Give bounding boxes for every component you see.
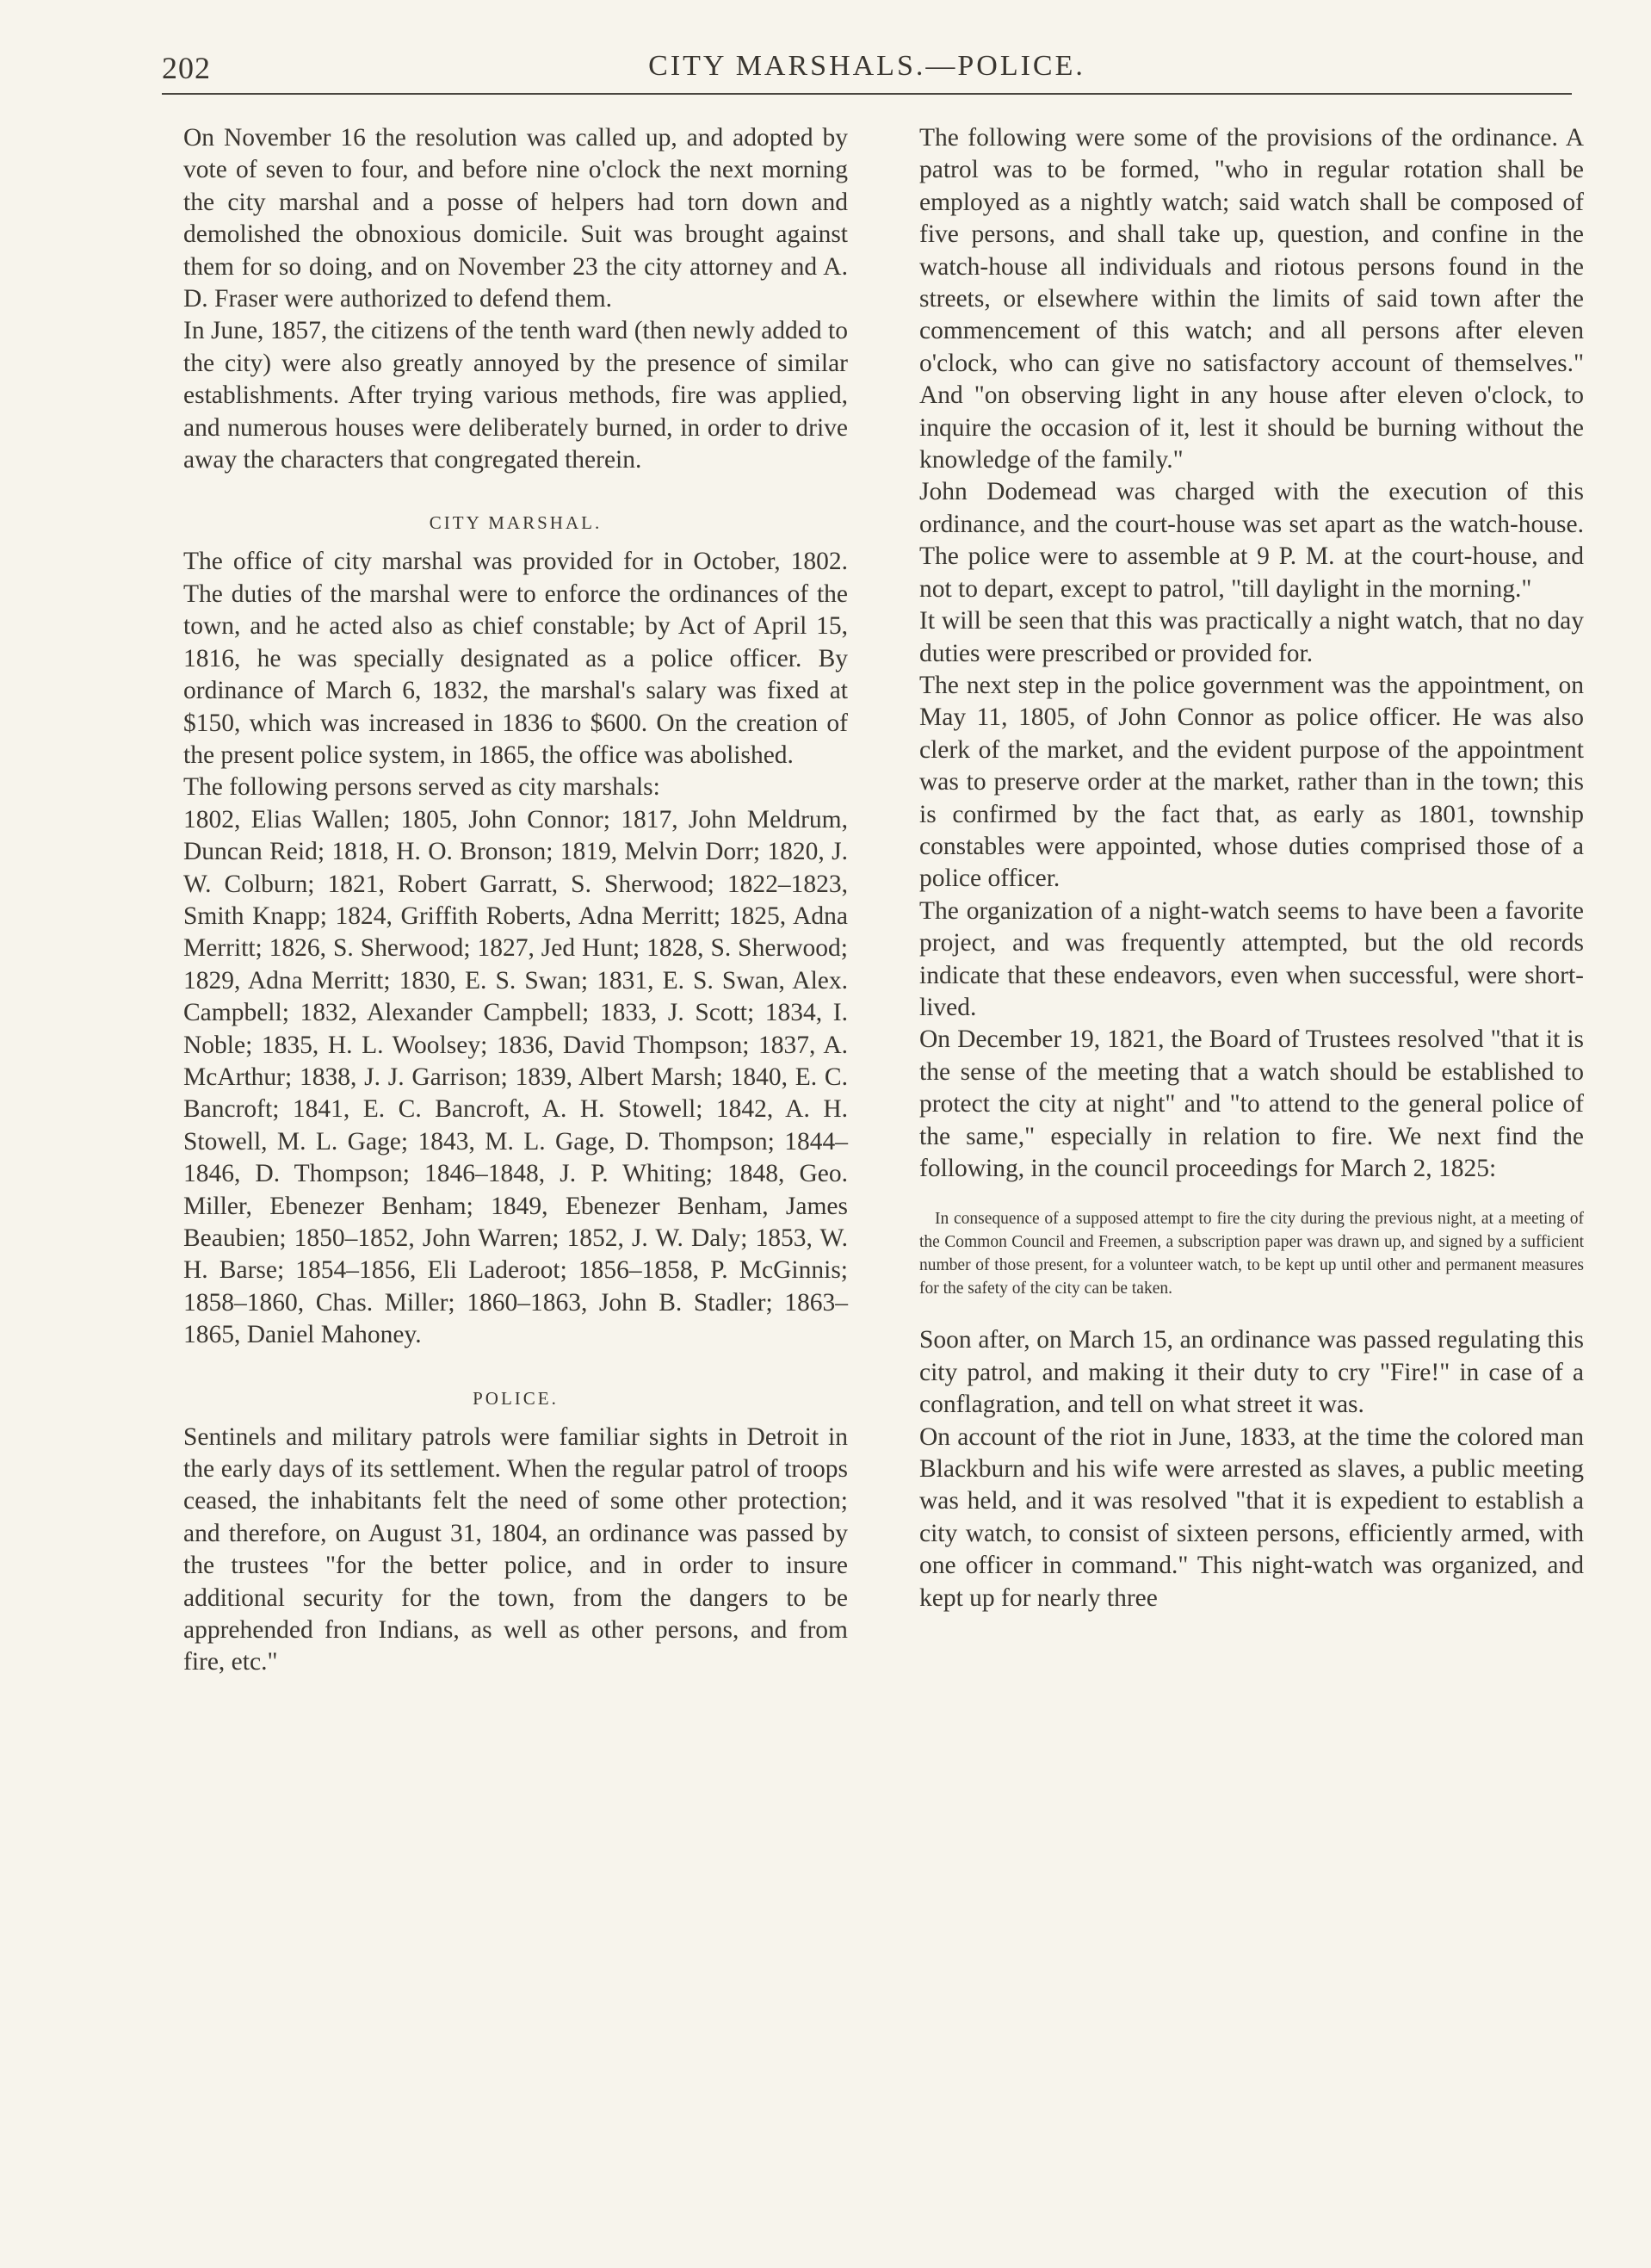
section-heading-police: POLICE. — [473, 1387, 559, 1409]
paragraph: John Dodemead was charged with the execution of this ordinance, and the court-house was set apart as the watch-house. The police were to assemble at 9 P. M. at the court-house, and not to depart, except to patrol, "till daylight in the morning." — [919, 478, 1584, 603]
paragraph: On November 16 the resolution was called up, and adopted by vote of seven to four, and before nine o'clock the next morning the city marshal and a posse of helpers had torn down and demolished the obnoxious domicile. Suit was brought against them for so doing, and on November 23 the city attorney and A. D. Fraser were authorized to defend them. — [183, 124, 848, 313]
block-quote: In consequence of a supposed attempt to fire the city during the previous night, at a meeting of the Common Council and Freemen, a subscription paper was drawn up, and signed by a sufficient number of those present, for a volunteer watch, to be kept up until other and permanent measures for the safety of the city can be taken. — [919, 1210, 1584, 1298]
paragraph: On account of the riot in June, 1833, at the time the colored man Blackburn and his wife were arrested as slaves, a public meeting was held, and it was resolved "that it is expedient to establish a city watch, to consist of sixteen persons, efficiently armed, with one officer in command." This night-watch was organized, and kept up for nearly three — [919, 1422, 1584, 1612]
marshal-list-paragraph: 1802, Elias Wallen; 1805, John Connor; 1817, John Meldrum, Duncan Reid; 1818, H. O. Bronson; 1819, Melvin Dorr; 1820, J. W. Colburn; 1821, Robert Garratt, S. Sherwood; 1822–1823, Smith Knapp; 1824, Griffith Roberts, Adna Merritt; 1825, Adna Merritt; 1826, S. Sherwood; 1827, Jed Hunt; 1828, S. Sherwood; 1829, Adna Merritt; 1830, E. S. Swan; 1831, E. S. Swan, Alex. Campbell; 1832, Alexander Campbell; 1833, J. Scott; 1834, I. Noble; 1835, H. L. Woolsey; 1836, David Thompson; 1837, A. McArthur; 1838, J. J. Garrison; 1839, Albert Marsh; 1840, E. C. Bancroft; 1841, E. C. Bancroft, A. H. Stowell; 1842, A. H. Stowell, M. L. Gage; 1843, M. L. Gage, D. Thompson; 1844–1846, D. Thompson; 1846–1848, J. P. Whiting; 1848, Geo. Miller, Ebenezer Benham; 1849, Ebenezer Benham, James Beaubien; 1850–1852, John Warren; 1852, J. W. Daly; 1853, W. H. Barse; 1854–1856, Eli Laderoot; 1856–1858, P. McGinnis; 1858–1860, Chas. Miller; 1860–1863, John B. Stadler; 1863–1865, Daniel Mahoney. — [183, 805, 848, 1349]
paragraph: Soon after, on March 15, an ordinance was passed regulating this city patrol, and making it their duty to cry "Fire!" in case of a conflagration, and tell on what street it was. — [919, 1326, 1584, 1419]
paragraph: The office of city marshal was provided for in October, 1802. The duties of the marshal were to enforce the ordinances of the town, and he acted also as chief constable; by Act of April 15, 1816, he was specially designated as a police officer. By ordinance of March 6, 1832, the marshal's salary was fixed at $150, which was increased in 1836 to $600. On the creation of the present police system, in 1865, the office was abolished. — [183, 548, 848, 769]
left-column — [183, 122, 848, 1679]
header-rule — [162, 93, 1572, 95]
paragraph: On December 19, 1821, the Board of Trustees resolved "that it is the sense of the meeting that a watch should be established to protect the city at night" and "to attend to the general police of the same," especially in relation to fire. We next find the following, in the council proceedings for March 2, 1825: — [919, 1026, 1584, 1182]
paragraph: In June, 1857, the citizens of the tenth ward (then newly added to the city) were also greatly annoyed by the presence of similar establishments. After trying various methods, fire was applied, and numerous houses were deliberately burned, in order to drive away the characters that congregated therein. — [183, 317, 848, 474]
section-heading-city-marshal: CITY MARSHAL. — [429, 512, 603, 534]
paragraph: The next step in the police government was the appointment, on May 11, 1805, of John Connor as police officer. He was also clerk of the market, and the evident purpose of the appointment was to preserve order at the market, rather than in the town; this is confirmed by the fact that, as early as 1801, township constables were appointed, whose duties comprised those of a police officer. — [919, 671, 1584, 893]
right-column — [919, 122, 1584, 1614]
paragraph: Sentinels and military patrols were familiar sights in Detroit in the early days of its settlement. When the regular patrol of troops ceased, the inhabitants felt the need of some other protection; and therefore, on August 31, 1804, an ordinance was passed by the trustees "for the better police, and in order to insure additional security for the town, from the dangers to be apprehended fron Indians, as well as other persons, and from fire, etc." — [183, 1422, 848, 1676]
page-number: 202 — [162, 51, 211, 85]
running-title: CITY MARSHALS.—POLICE. — [648, 50, 1085, 82]
paragraph: The following were some of the provisions of the ordinance. A patrol was to be formed, "who in regular rotation shall be employed as a nightly watch; said watch shall be composed of five persons, and shall take up, question, and confine in the watch-house all individuals and riotous persons found in the streets, or elsewhere within the limits of said town after the commencement of this watch; and all persons after eleven o'clock, who can give no satisfactory account of themselves." And "on observing light in any house after eleven o'clock, to inquire the occasion of it, lest it should be burning without the knowledge of the family." — [919, 124, 1584, 474]
paragraph: It will be seen that this was practically a night watch, that no day duties were prescribed or provided for. — [919, 607, 1584, 667]
paragraph: The following persons served as city marshals: — [183, 773, 660, 802]
paragraph: The organization of a night-watch seems to have been a favorite project, and was frequently attempted, but the old records indicate that these endeavors, even when successful, were short-lived. — [919, 896, 1584, 1021]
